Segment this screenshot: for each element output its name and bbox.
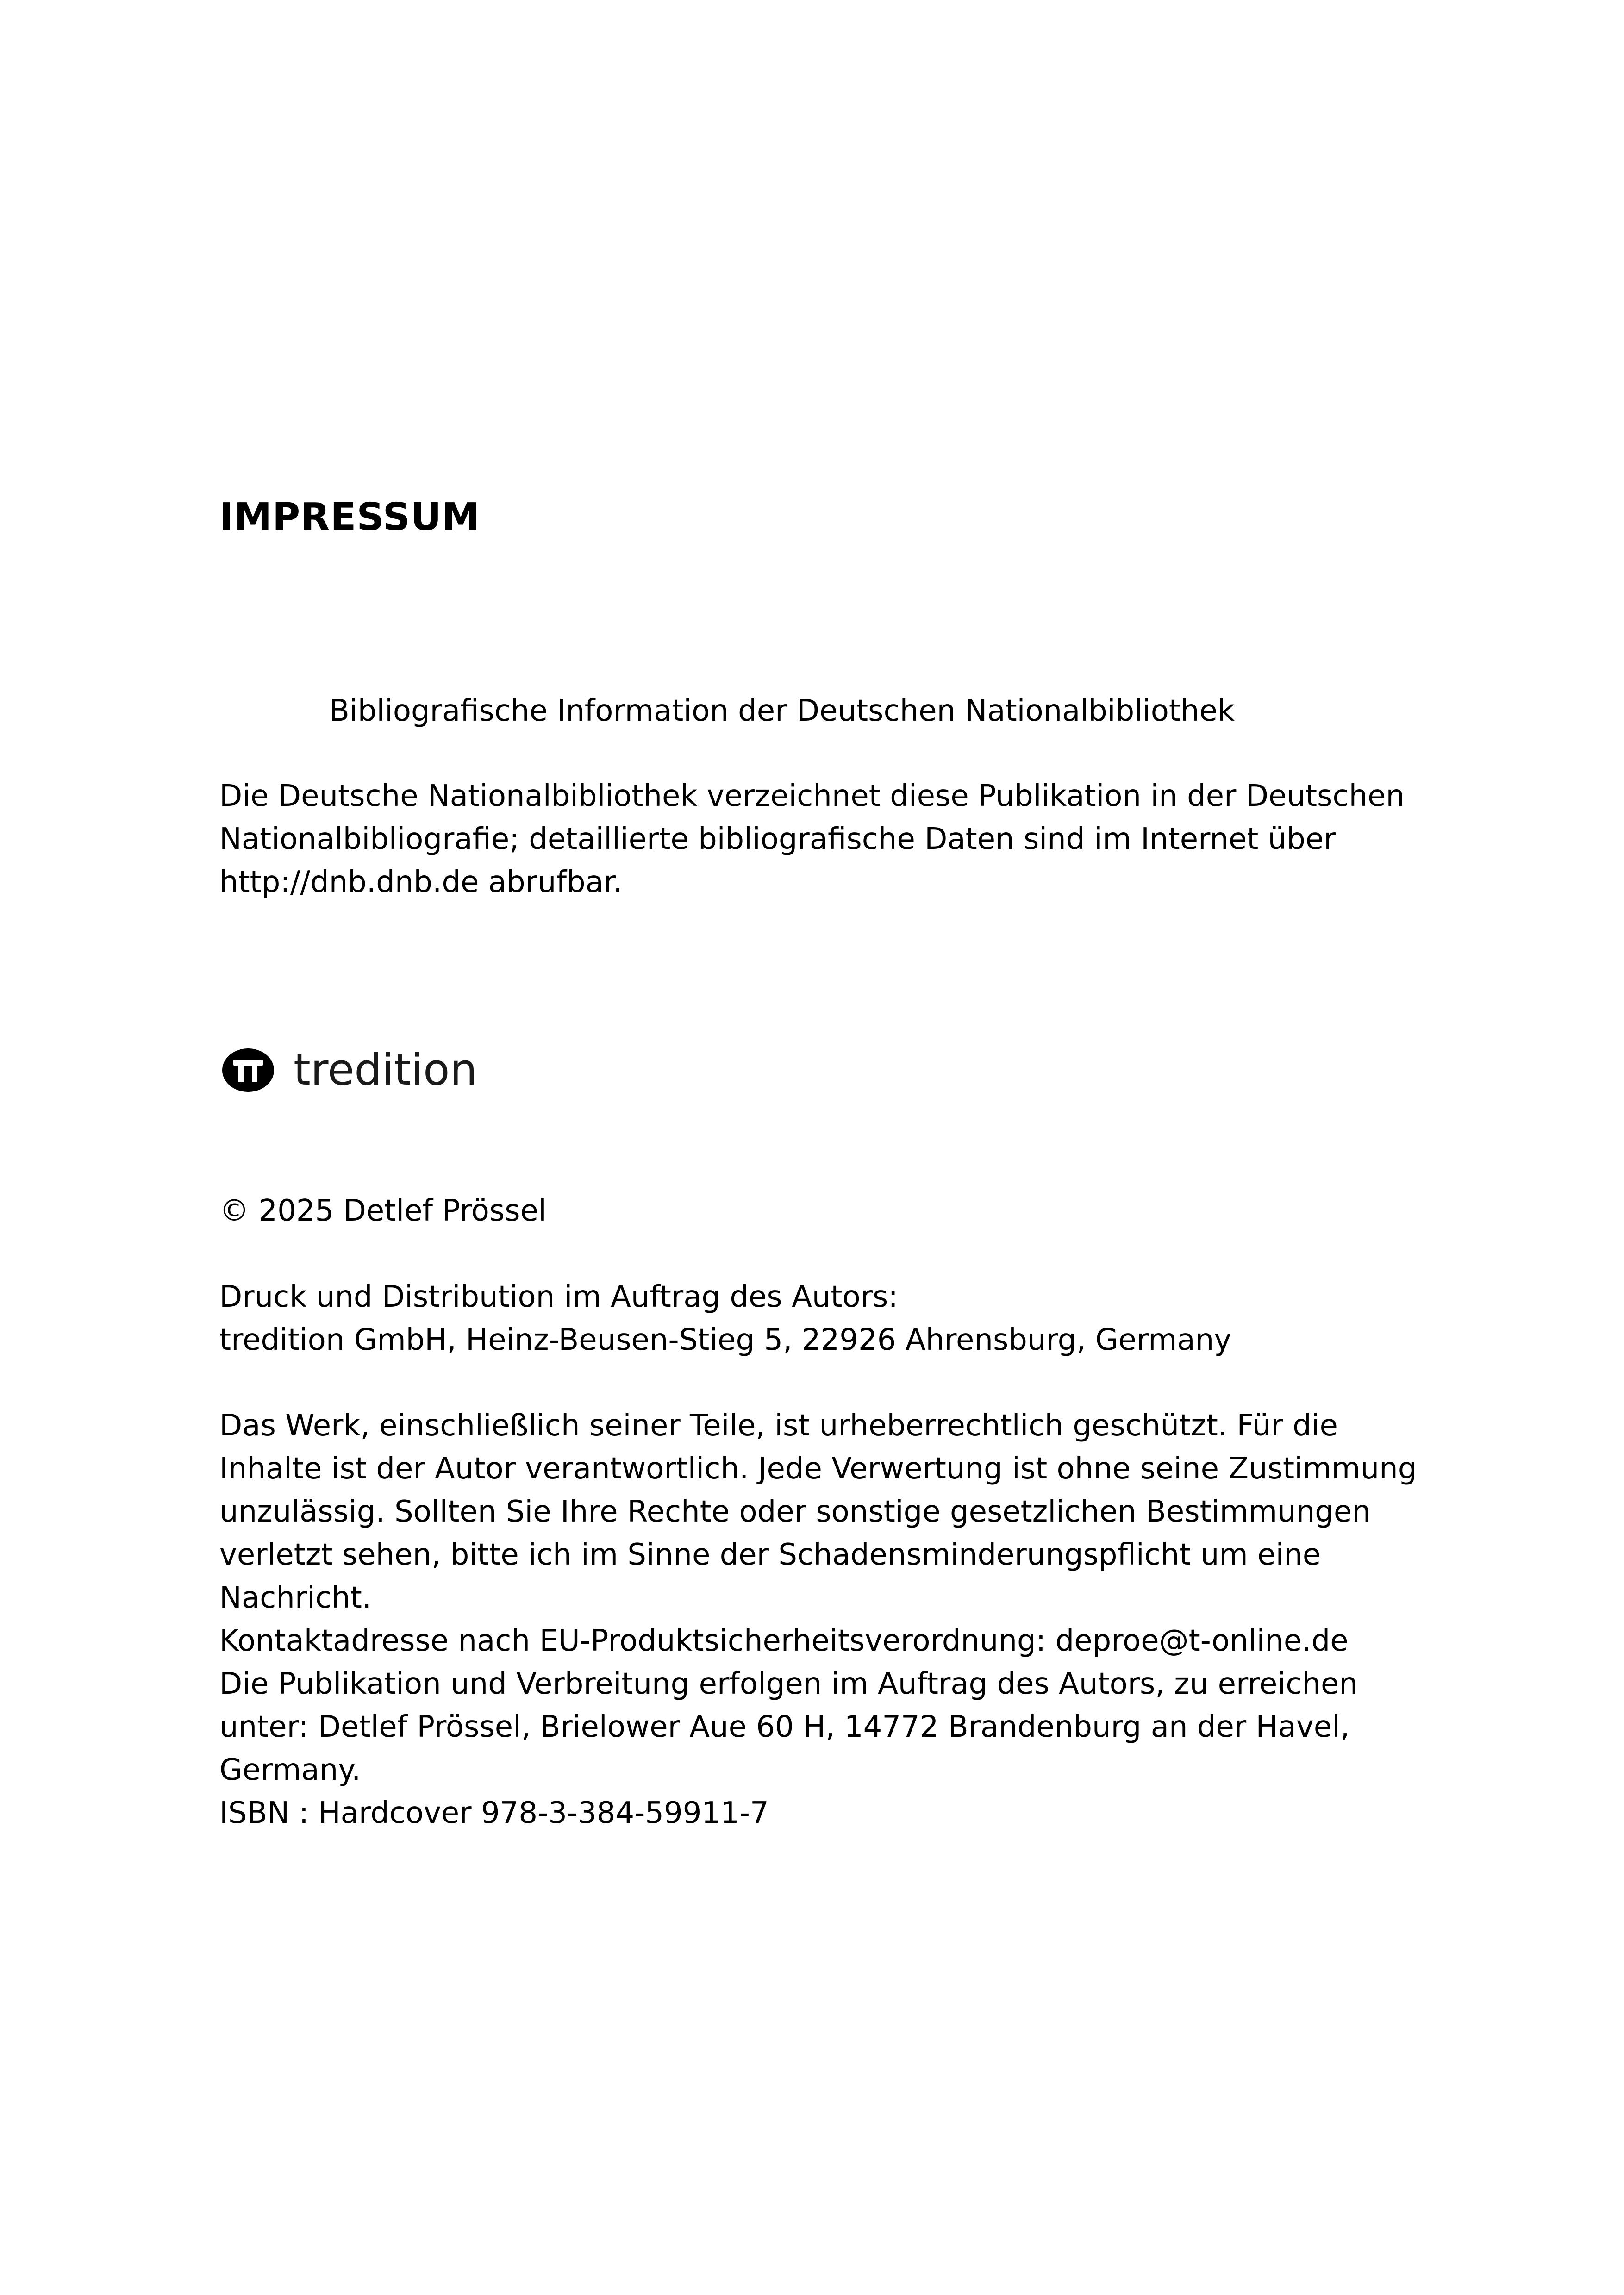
legal-line: unter: Detlef Prössel, Brielower Aue 60 H, 14772 Brandenburg an der Havel, [219, 1710, 1350, 1744]
page-title: IMPRESSUM [219, 495, 480, 539]
cip-line: Die Deutsche Nationalbibliothek verzeichnet diese Publikation in der Deutschen [219, 779, 1405, 813]
cip-line: Nationalbibliografie; detaillierte bibliografische Daten sind im Internet über [219, 822, 1336, 856]
print-line: Druck und Distribution im Auftrag des Autors: [219, 1280, 898, 1314]
legal-line: Inhalte ist der Autor verantwortlich. Jede Verwertung ist ohne seine Zustimmung [219, 1452, 1417, 1486]
legal-line: Nachricht. [219, 1581, 372, 1615]
legal-line: unzulässig. Sollten Sie Ihre Rechte oder sonstige gesetzlichen Bestimmungen [219, 1495, 1371, 1529]
legal-line: Die Publikation und Verbreitung erfolgen im Auftrag des Autors, zu erreichen [219, 1667, 1358, 1701]
cip-title: Bibliografische Information der Deutschen Nationalbibliothek [329, 694, 1235, 728]
contact-line: Kontaktadresse nach EU-Produktsicherheitsverordnung: deproe@t-online.de [219, 1624, 1349, 1658]
cip-text [219, 775, 1405, 904]
legal-line: Germany. [219, 1753, 361, 1787]
publisher-logo [222, 1042, 477, 1098]
publisher-wordmark: tredition [294, 1045, 478, 1095]
isbn-line: ISBN : Hardcover 978-3-384-59911-7 [219, 1796, 769, 1830]
print-line: tredition GmbH, Heinz-Beusen-Stieg 5, 22926 Ahrensburg, Germany [219, 1323, 1232, 1357]
legal-text [219, 1404, 1417, 1835]
legal-line: verletzt sehen, bitte ich im Sinne der Schadensminderungspflicht um eine [219, 1538, 1321, 1572]
tredition-logo-icon [222, 1048, 274, 1092]
legal-line: Das Werk, einschließlich seiner Teile, ist urheberrechtlich geschützt. Für die [219, 1409, 1338, 1443]
print-distribution-text [219, 1276, 1231, 1362]
cip-line: http://dnb.dnb.de abrufbar. [219, 865, 623, 899]
copyright-notice: © 2025 Detlef Prössel [219, 1194, 547, 1228]
